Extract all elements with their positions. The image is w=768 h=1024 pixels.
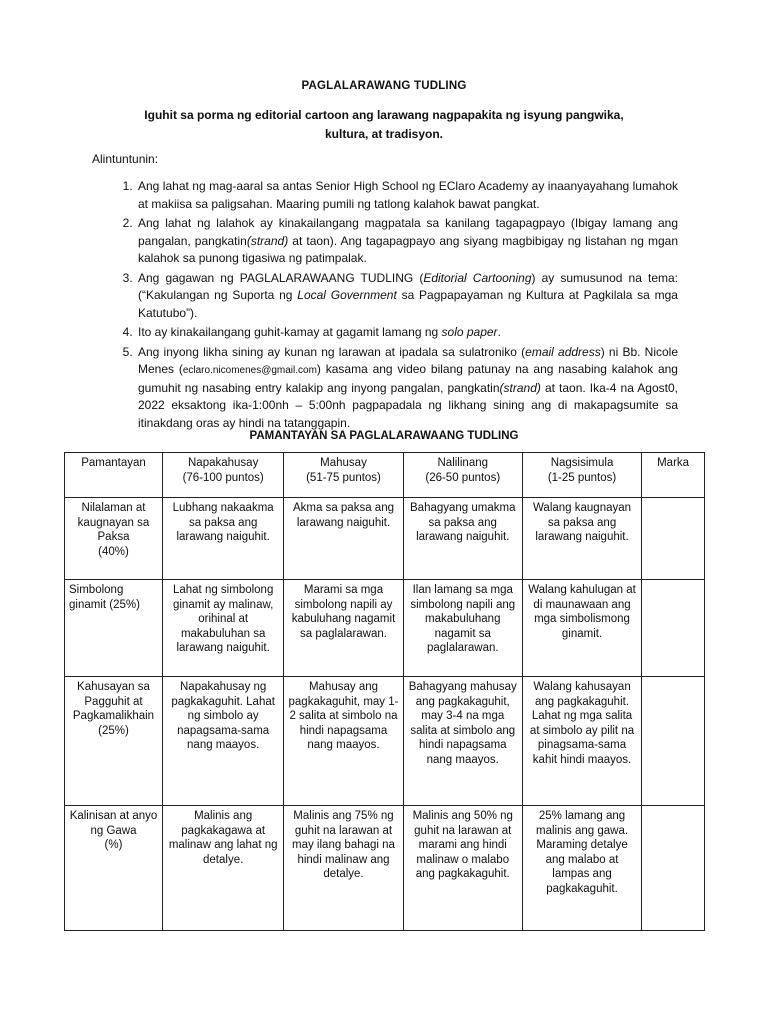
guideline-text: (strand) [246, 233, 289, 248]
score-cell [642, 677, 705, 806]
guideline-text: Ang lahat ng mag-aaral sa antas Senior High School ng EClaro Academy ay inaanyayahang lumahok at makiisa sa paligsahan. Maaring pumili ng tatlong kalahok bawat pangkat. [138, 179, 678, 211]
rubric-cell: Lubhang nakaakma sa paksa ang larawang naiguhit. [162, 498, 283, 580]
criterion-cell: Nilalaman at kaugnayan sa Paksa (40%) [65, 498, 163, 580]
guideline-text: Ang lahat ng lalahok ay kinakailangang magpatala sa kanilang tagapagpayo (Ibigay lamang ang pangalan, pangkatin [138, 216, 678, 248]
criterion-cell: Kahusayan sa Pagguhit at Pagkamalikhain (25%) [65, 677, 163, 806]
rubric-title: PAMANTAYAN SA PAGLALARAWAANG TUDLING [249, 430, 519, 442]
guideline-text: (strand) [499, 380, 541, 395]
guideline-text: Ito ay kinakailangang guhit-kamay at gagamit lamang ng [138, 325, 442, 339]
table-row [65, 498, 705, 580]
guideline-text: Local Government [297, 288, 397, 302]
guideline-text: solo paper [441, 325, 498, 339]
rubric-cell: Walang kahulugan at di maunawaan ang mga simbolismong ginamit. [522, 580, 641, 677]
guideline-item [136, 215, 678, 268]
guideline-item [136, 178, 678, 213]
rubric-cell: Walang kaugnayan sa paksa ang larawang naiguhit. [522, 498, 641, 580]
rubric-cell: Mahusay ang pagkakaguhit, may 1-2 salita at simbolo na hindi napagsama nang maayos. [284, 677, 403, 806]
rubric-header-cell: Marka [642, 453, 705, 498]
guidelines-list [92, 178, 678, 434]
guideline-text: ) ni Bb. Nicole Menes ( [138, 344, 678, 376]
guideline-text: Editorial Cartooning [423, 270, 532, 285]
rubric-cell: Malinis ang 75% ng guhit na larawan at may ilang bahagi na hindi malinaw ang detalye. [284, 806, 403, 931]
score-cell [642, 498, 705, 580]
table-row [65, 677, 705, 806]
rubric-cell: Ilan lamang sa mga simbolong napili ang makabuluhang nagamit sa paglalarawan. [403, 580, 522, 677]
criterion-cell: Kalinisan at anyo ng Gawa (%) [65, 806, 163, 931]
criterion-cell: Simbolong ginamit (25%) [65, 580, 163, 677]
rubric-header-cell: Nalilinang (26-50 puntos) [403, 453, 522, 498]
rubric-cell: Malinis ang 50% ng guhit na larawan at marami ang hindi malinaw o malabo ang pagkakaguhit. [403, 806, 522, 931]
table-row [65, 806, 705, 931]
rubric-table [64, 452, 705, 931]
table-row [65, 580, 705, 677]
rubric-header-row [65, 453, 705, 498]
page-subtitle: Iguhit sa porma ng editorial cartoon ang larawang nagpapakita ng isyung pangwika, kultura, at tradisyon. [144, 108, 624, 141]
guideline-text: ) ay sumusunod na tema: (“Kakulangan ng Suporta ng [138, 270, 678, 302]
rubric-cell: Walang kahusayan ang pagkakaguhit. Lahat ng mga salita at simbolo ay pilit na pinagsama-sama kahit hindi maayos. [522, 677, 641, 806]
guideline-text: Ang inyong likha sining ay kunan ng larawan at ipadala sa sulatroniko ( [138, 344, 526, 359]
guideline-text: . [497, 325, 501, 339]
rubric-header-cell: Mahusay (51-75 puntos) [284, 453, 403, 498]
rubric-header-cell: Pamantayan [65, 453, 163, 498]
guideline-item [136, 270, 678, 323]
rubric-cell: Lahat ng simbolong ginamit ay malinaw, orihinal at makabuluhan sa larawang naiguhit. [162, 580, 283, 677]
guidelines-label: Alintuntunin: [92, 152, 159, 166]
rubric-cell: Akma sa paksa ang larawang naiguhit. [284, 498, 403, 580]
guideline-text: email address [525, 344, 601, 359]
guideline-text: eclaro.nicomenes@gmail.com [182, 365, 317, 376]
score-cell [642, 806, 705, 931]
guideline-text: at taon. Ika-4 na Agost0, 2022 eksaktong ika-1:00nh – 5:00nh pagpapadala ng likhang sining ang di makapagsumite sa itinakdang oras ay hindi na tatanggapin. [138, 380, 679, 430]
rubric-cell: Bahagyang mahusay ang pagkakaguhit, may 3-4 na mga salita at simbolo ang hindi napagsama nang maayos. [403, 677, 522, 806]
rubric-cell: Bahagyang umakma sa paksa ang larawang naiguhit. [403, 498, 522, 580]
rubric-cell: 25% lamang ang malinis ang gawa. Maraming detalye ang malabo at lampas ang pagkakaguhit. [522, 806, 641, 931]
rubric-header-cell: Napakahusay (76-100 puntos) [162, 453, 283, 498]
page-title: PAGLALARAWANG TUDLING [301, 80, 467, 92]
score-cell [642, 580, 705, 677]
rubric-cell: Napakahusay ng pagkakaguhit. Lahat ng simbolo ay napagsama-sama nang maayos. [162, 677, 283, 806]
guideline-text: ) kasama ang video bilang patunay na ang nasabing kalahok ang gumuhit ng nasabing entry kalakip ang inyong pangalan, pangkatin [138, 362, 678, 395]
guideline-text: at taon). Ang tagapagpayo ang siyang magbibigay ng listahan ng mgan kalahok sa punong tigasiwa ng patimpalak. [138, 233, 679, 265]
rubric-cell: Marami sa mga simbolong napili ay kabuluhang nagamit sa paglalarawan. [284, 580, 403, 677]
rubric-header-cell: Nagsisimula (1-25 puntos) [522, 453, 641, 498]
guideline-text: Ang gagawan ng PAGLALARAWAANG TUDLING ( [138, 270, 424, 285]
guideline-item [136, 324, 678, 342]
rubric-cell: Malinis ang pagkakagawa at malinaw ang lahat ng detalye. [162, 806, 283, 931]
guideline-text: sa Pagpapayaman ng Kultura at Pagkilala sa mga Katutubo”). [138, 288, 678, 320]
guideline-item [136, 344, 678, 433]
